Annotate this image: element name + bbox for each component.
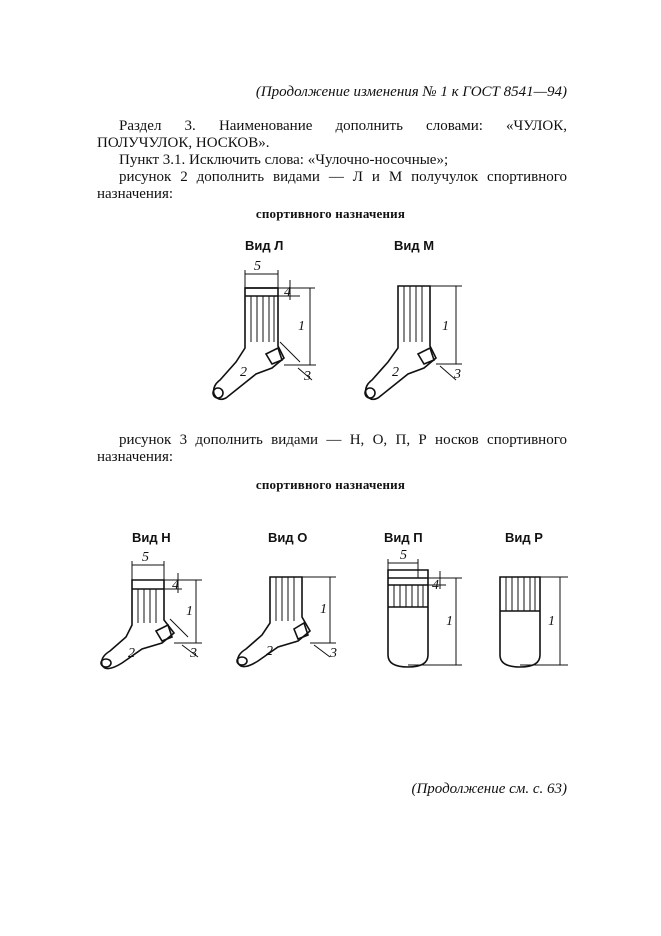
dim-1-view-m: 1 [442,319,449,334]
sock-view-p [388,548,462,667]
view-label-r: Вид Р [505,530,543,545]
view-label-o: Вид О [268,530,308,545]
sock-view-r [500,577,568,667]
dim-2-view-n: 2 [128,646,135,661]
figure1-caption: спортивного назначения [255,206,406,221]
sock-view-o [237,577,337,667]
dim-1-view-n: 1 [186,604,193,619]
paragraph-item-3-1: Пункт 3.1. Исключить слова: «Чулочно-носочные»; [119,152,449,168]
dim-5-view-n: 5 [142,550,149,565]
view-label-m: Вид М [394,238,435,253]
dim-3-view-o: 3 [330,646,337,661]
sock-view-l [213,259,316,399]
paragraph-figure-2: рисунок 2 дополнить видами — Л и М получулок спортивного назначения: [97,169,567,202]
figure1-drawing [200,250,490,410]
dim-3-view-l: 3 [304,369,311,384]
dim-4-view-l: 4 [284,285,291,300]
dim-4-view-p: 4 [432,578,439,593]
view-label-l: Вид Л [245,238,284,253]
dim-2-view-m: 2 [392,365,399,380]
page-header: (Продолжение изменения № 1 к ГОСТ 8541—94) [255,84,567,100]
dim-5-view-l: 5 [254,259,261,274]
paragraph-section-3: Раздел 3. Наименование дополнить словами: «ЧУЛОК, ПОЛУЧУЛОК, НОСКОВ». [97,118,567,151]
figure2-drawing [90,545,570,685]
paragraph-figure-3: рисунок 3 дополнить видами — Н, О, П, Р носков спортивного назначения: [97,432,567,465]
dim-1-view-p: 1 [446,614,453,629]
dim-2-view-l: 2 [240,365,247,380]
dim-4-view-n: 4 [172,578,179,593]
page-footer: (Продолжение см. с. 63) [411,781,567,797]
sock-view-m [365,286,462,399]
dim-1-view-r: 1 [548,614,555,629]
dim-5-view-p: 5 [400,548,407,563]
dim-3-view-n: 3 [190,646,197,661]
dim-1-view-o: 1 [320,602,327,617]
dim-2-view-o: 2 [266,644,273,659]
view-label-n: Вид Н [132,530,171,545]
figure2-caption: спортивного назначения [255,477,406,492]
dim-1-view-l: 1 [298,319,305,334]
sock-view-n [101,550,202,669]
dim-3-view-m: 3 [454,367,461,382]
view-label-p: Вид П [384,530,423,545]
